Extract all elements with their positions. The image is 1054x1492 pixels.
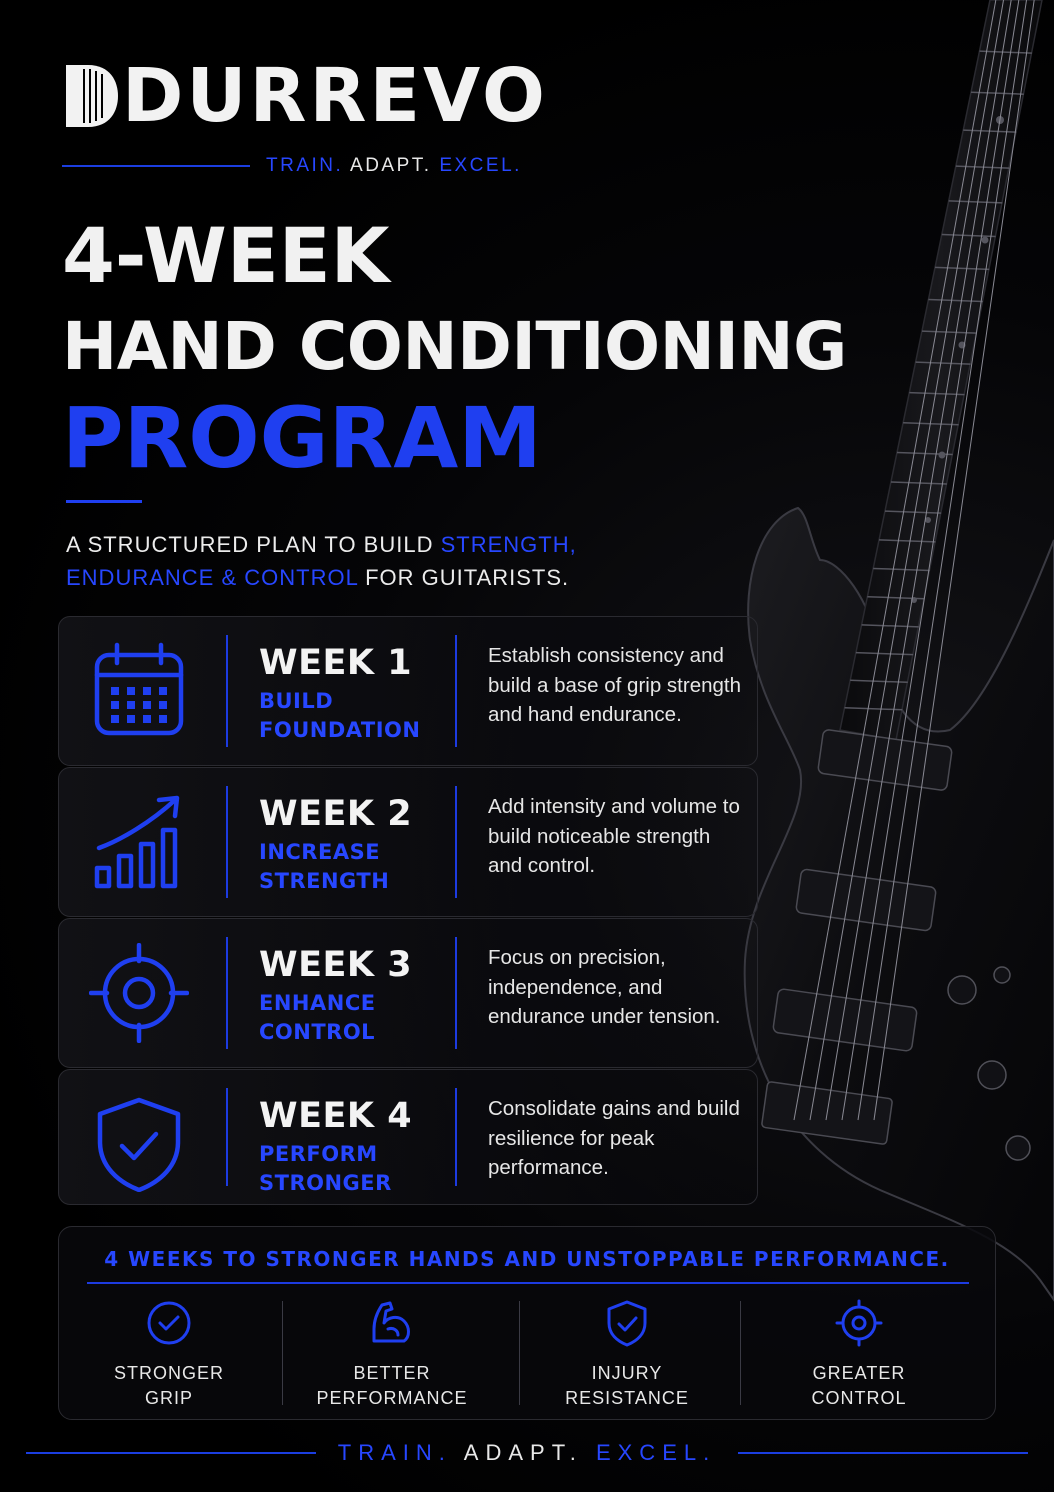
week-description: Consolidate gains and build resilience for peak performance. bbox=[488, 1097, 740, 1179]
week-title: WEEK 2 bbox=[259, 794, 413, 834]
week-list bbox=[58, 616, 758, 1206]
week-card bbox=[58, 767, 758, 917]
week-subtitle: BUILD FOUNDATION bbox=[259, 689, 421, 742]
week-card bbox=[58, 1069, 758, 1205]
title-line-1: 4-WEEK bbox=[62, 211, 390, 300]
week-title: WEEK 3 bbox=[259, 945, 413, 985]
week-description: Add intensity and volume to build noticeable strength and control. bbox=[488, 795, 740, 877]
shield-check-icon bbox=[87, 1092, 191, 1196]
benefit-item bbox=[282, 1299, 502, 1411]
benefit-item bbox=[517, 1299, 737, 1411]
week-card bbox=[58, 616, 758, 766]
week-divider bbox=[455, 635, 457, 747]
tagline-bottom bbox=[0, 1440, 1054, 1466]
tagline bbox=[338, 1440, 716, 1466]
week-description: Establish consistency and build a base of grip strength and hand endurance. bbox=[488, 644, 741, 726]
week-divider bbox=[455, 1088, 457, 1186]
calendar-icon bbox=[87, 639, 191, 743]
benefit-label: GREATER CONTROL bbox=[811, 1363, 907, 1408]
week-subtitle: INCREASE STRENGTH bbox=[259, 840, 390, 893]
subtitle bbox=[66, 528, 686, 594]
tagline bbox=[266, 155, 522, 177]
benefit-label: BETTER PERFORMANCE bbox=[316, 1363, 468, 1408]
week-subtitle: PERFORM STRONGER bbox=[259, 1142, 392, 1195]
benefit-divider bbox=[740, 1301, 741, 1405]
week-divider bbox=[226, 937, 228, 1049]
growth-chart-icon bbox=[87, 790, 191, 894]
week-title: WEEK 1 bbox=[259, 643, 413, 683]
subtitle-part-2: FOR GUITARISTS. bbox=[358, 565, 570, 590]
week-title: WEEK 4 bbox=[259, 1096, 413, 1136]
week-divider bbox=[226, 786, 228, 898]
tagline-excel: EXCEL. bbox=[439, 155, 522, 176]
title-line-2: HAND CONDITIONING bbox=[62, 308, 847, 385]
week-card bbox=[58, 918, 758, 1068]
check-circle-icon bbox=[145, 1299, 193, 1347]
title-line-3: PROGRAM bbox=[62, 389, 542, 487]
shield-check-icon bbox=[603, 1299, 651, 1347]
page-title bbox=[62, 211, 847, 487]
target-icon bbox=[87, 941, 191, 1045]
brand-name: DURREVO bbox=[122, 53, 548, 139]
week-divider bbox=[226, 1088, 228, 1186]
subtitle-highlight-2: ENDURANCE & CONTROL bbox=[66, 565, 358, 590]
subtitle-highlight-1: STRENGTH, bbox=[440, 532, 577, 557]
benefits-headline: 4 WEEKS TO STRONGER HANDS AND UNSTOPPABLE PERFORMANCE. bbox=[104, 1247, 950, 1271]
flexed-arm-icon bbox=[368, 1299, 416, 1347]
tagline-train: TRAIN. bbox=[337, 1440, 452, 1465]
logo-mark-icon bbox=[62, 61, 120, 131]
benefits-rule bbox=[87, 1282, 969, 1284]
week-divider bbox=[226, 635, 228, 747]
target-icon bbox=[835, 1299, 883, 1347]
week-description: Focus on precision, independence, and endurance under tension. bbox=[488, 946, 721, 1028]
subtitle-part-1: A STRUCTURED PLAN TO BUILD bbox=[66, 532, 441, 557]
benefit-label: INJURY RESISTANCE bbox=[565, 1363, 689, 1408]
brand-logo bbox=[62, 53, 548, 139]
tagline-adapt: ADAPT. bbox=[350, 155, 432, 176]
title-underline bbox=[66, 500, 142, 503]
tagline-excel: EXCEL. bbox=[595, 1440, 717, 1465]
benefits-panel bbox=[58, 1226, 996, 1420]
benefit-item bbox=[59, 1299, 279, 1411]
tagline-adapt: ADAPT. bbox=[463, 1440, 583, 1465]
week-subtitle: ENHANCE CONTROL bbox=[259, 991, 376, 1044]
tagline-rule bbox=[738, 1452, 1028, 1454]
week-divider bbox=[455, 786, 457, 898]
benefit-label: STRONGER GRIP bbox=[113, 1363, 224, 1408]
tagline-rule bbox=[62, 165, 250, 167]
tagline-rule bbox=[26, 1452, 316, 1454]
tagline-train: TRAIN. bbox=[266, 155, 344, 176]
tagline-top bbox=[62, 155, 522, 177]
week-divider bbox=[455, 937, 457, 1049]
benefit-item bbox=[749, 1299, 969, 1411]
